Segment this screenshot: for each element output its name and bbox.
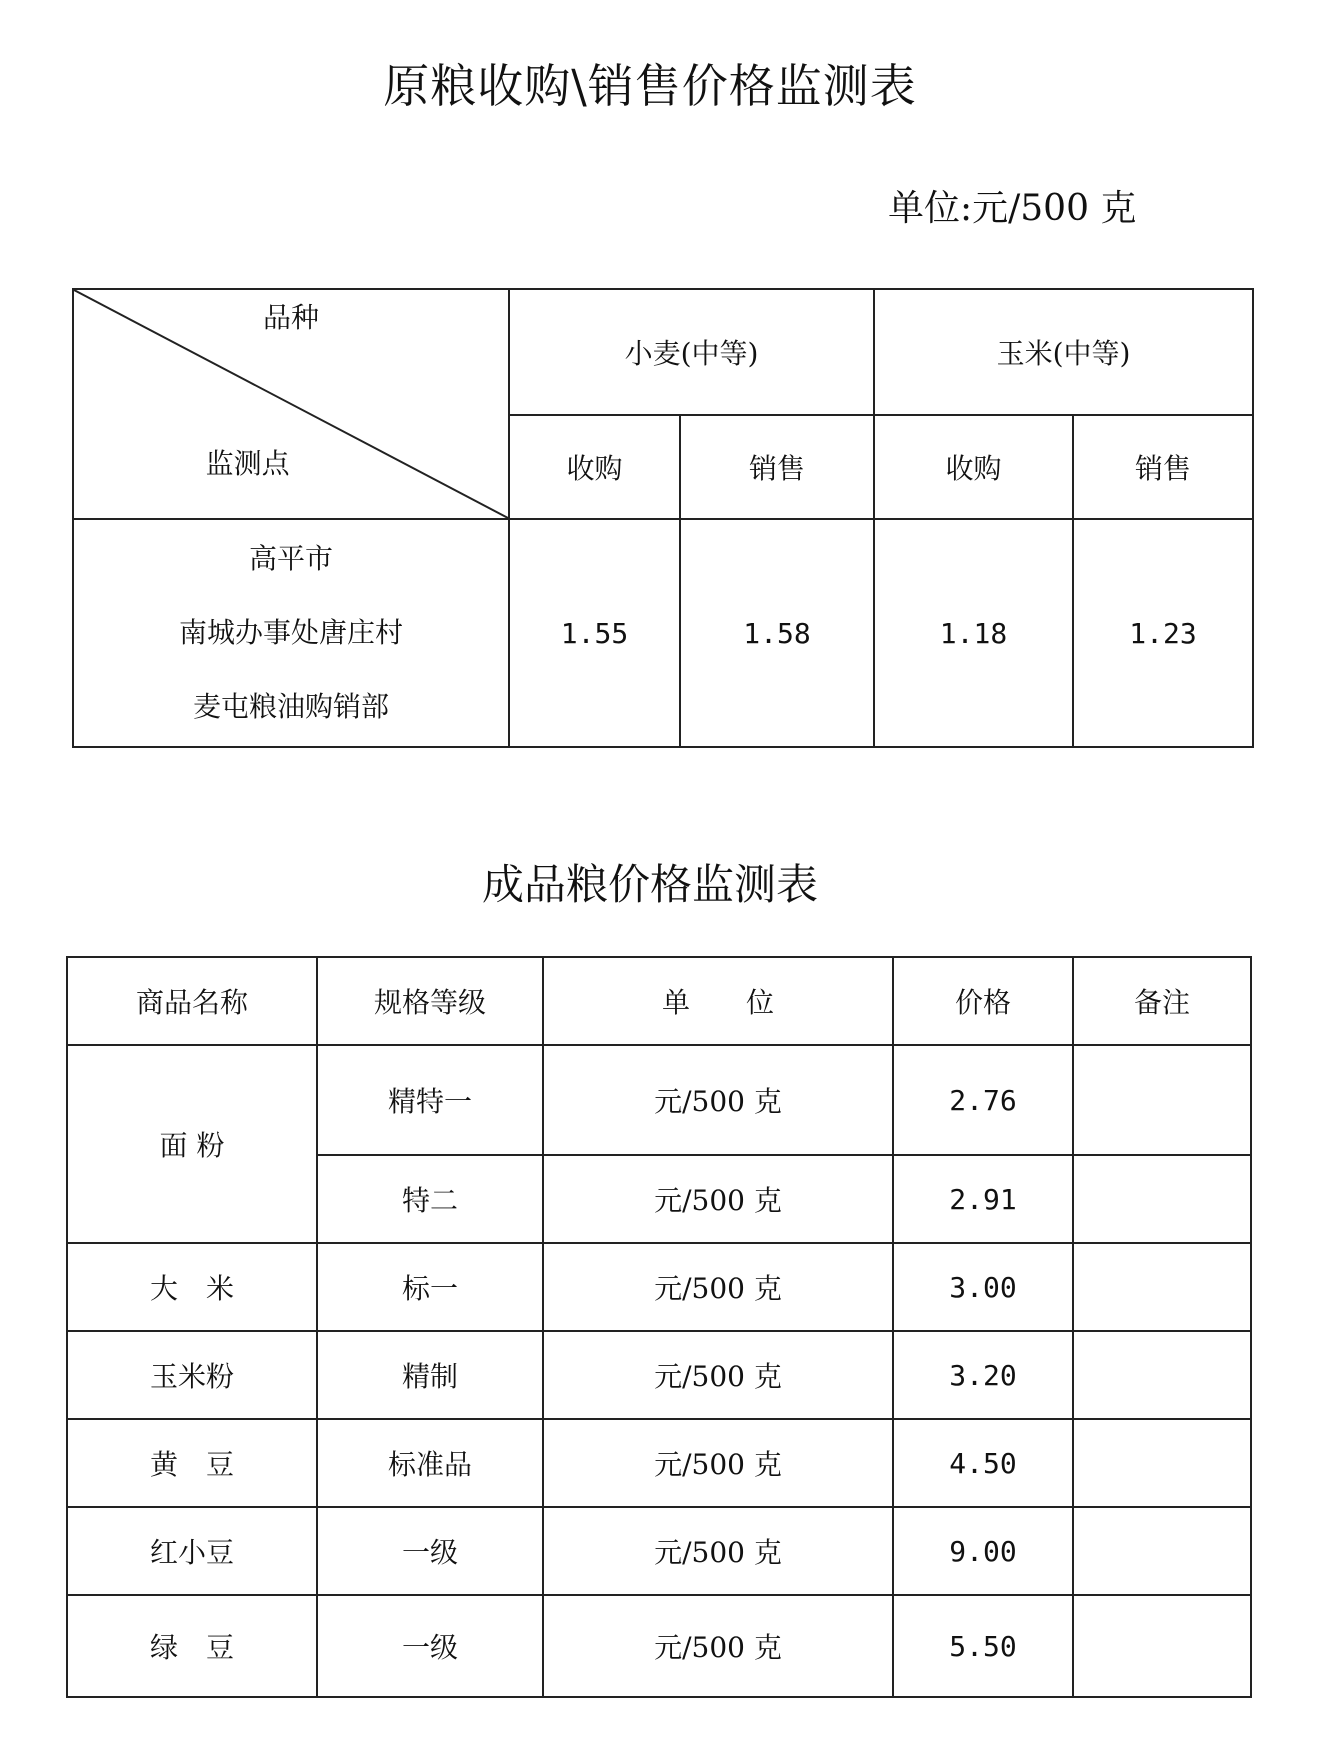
page-title: 原粮收购\销售价格监测表 bbox=[383, 59, 917, 113]
finished-grain-price-table bbox=[66, 956, 1252, 1698]
product-name: 黄 豆 bbox=[67, 1419, 317, 1507]
product-unit: 元/500 克 bbox=[543, 1507, 893, 1595]
product-remark bbox=[1073, 1045, 1251, 1155]
product-price: 2.91 bbox=[893, 1155, 1073, 1243]
product-price: 4.50 bbox=[893, 1419, 1073, 1507]
product-remark bbox=[1073, 1419, 1251, 1507]
product-name: 面 粉 bbox=[67, 1045, 317, 1243]
product-remark bbox=[1073, 1243, 1251, 1331]
table-row bbox=[67, 1595, 1251, 1697]
variety-header: 品种 bbox=[262, 301, 319, 334]
header-price: 价格 bbox=[893, 957, 1073, 1045]
monitor-point-header: 监测点 bbox=[205, 447, 290, 480]
unit-label: 单位:元/500 克 bbox=[888, 188, 1137, 229]
table-row bbox=[67, 1045, 1251, 1155]
monitor-point-office: 南城办事处唐庄村 bbox=[178, 616, 403, 649]
diagonal-header-cell bbox=[73, 289, 509, 519]
header-product-name: 商品名称 bbox=[67, 957, 317, 1045]
monitor-point-city: 高平市 bbox=[248, 542, 333, 575]
monitor-point-cell bbox=[73, 519, 509, 747]
wheat-sell-price: 1.58 bbox=[680, 519, 874, 747]
corn-sell-header: 销售 bbox=[1073, 415, 1253, 519]
header-unit: 单 位 bbox=[543, 957, 893, 1045]
wheat-buy-price: 1.55 bbox=[509, 519, 680, 747]
wheat-header: 小麦(中等) bbox=[509, 289, 874, 415]
table-row bbox=[67, 1243, 1251, 1331]
product-unit: 元/500 克 bbox=[543, 1243, 893, 1331]
product-price: 5.50 bbox=[893, 1595, 1073, 1697]
product-spec: 一级 bbox=[317, 1595, 543, 1697]
corn-buy-price: 1.18 bbox=[874, 519, 1073, 747]
header-remark: 备注 bbox=[1073, 957, 1251, 1045]
product-remark bbox=[1073, 1507, 1251, 1595]
product-spec: 一级 bbox=[317, 1507, 543, 1595]
product-name: 红小豆 bbox=[67, 1507, 317, 1595]
product-unit: 元/500 克 bbox=[543, 1155, 893, 1243]
wheat-sell-header: 销售 bbox=[680, 415, 874, 519]
corn-header: 玉米(中等) bbox=[874, 289, 1253, 415]
corn-buy-header: 收购 bbox=[874, 415, 1073, 519]
product-spec: 标一 bbox=[317, 1243, 543, 1331]
monitor-point-dept: 麦屯粮油购销部 bbox=[192, 690, 389, 723]
wheat-buy-header: 收购 bbox=[509, 415, 680, 519]
corn-sell-price: 1.23 bbox=[1073, 519, 1253, 747]
product-name: 大 米 bbox=[67, 1243, 317, 1331]
header-spec: 规格等级 bbox=[317, 957, 543, 1045]
product-unit: 元/500 克 bbox=[543, 1045, 893, 1155]
product-spec: 标准品 bbox=[317, 1419, 543, 1507]
product-price: 9.00 bbox=[893, 1507, 1073, 1595]
product-price: 2.76 bbox=[893, 1045, 1073, 1155]
product-unit: 元/500 克 bbox=[543, 1419, 893, 1507]
product-name: 绿 豆 bbox=[67, 1595, 317, 1697]
finished-grain-title: 成品粮价格监测表 bbox=[481, 860, 818, 909]
product-remark bbox=[1073, 1155, 1251, 1243]
product-price: 3.00 bbox=[893, 1243, 1073, 1331]
product-spec: 精制 bbox=[317, 1331, 543, 1419]
table-row bbox=[67, 1331, 1251, 1419]
product-remark bbox=[1073, 1331, 1251, 1419]
product-remark bbox=[1073, 1595, 1251, 1697]
product-unit: 元/500 克 bbox=[543, 1595, 893, 1697]
table-row bbox=[67, 1419, 1251, 1507]
product-spec: 特二 bbox=[317, 1155, 543, 1243]
product-name: 玉米粉 bbox=[67, 1331, 317, 1419]
product-spec: 精特一 bbox=[317, 1045, 543, 1155]
product-unit: 元/500 克 bbox=[543, 1331, 893, 1419]
table-row bbox=[67, 1507, 1251, 1595]
product-price: 3.20 bbox=[893, 1331, 1073, 1419]
raw-grain-price-table bbox=[72, 288, 1254, 748]
